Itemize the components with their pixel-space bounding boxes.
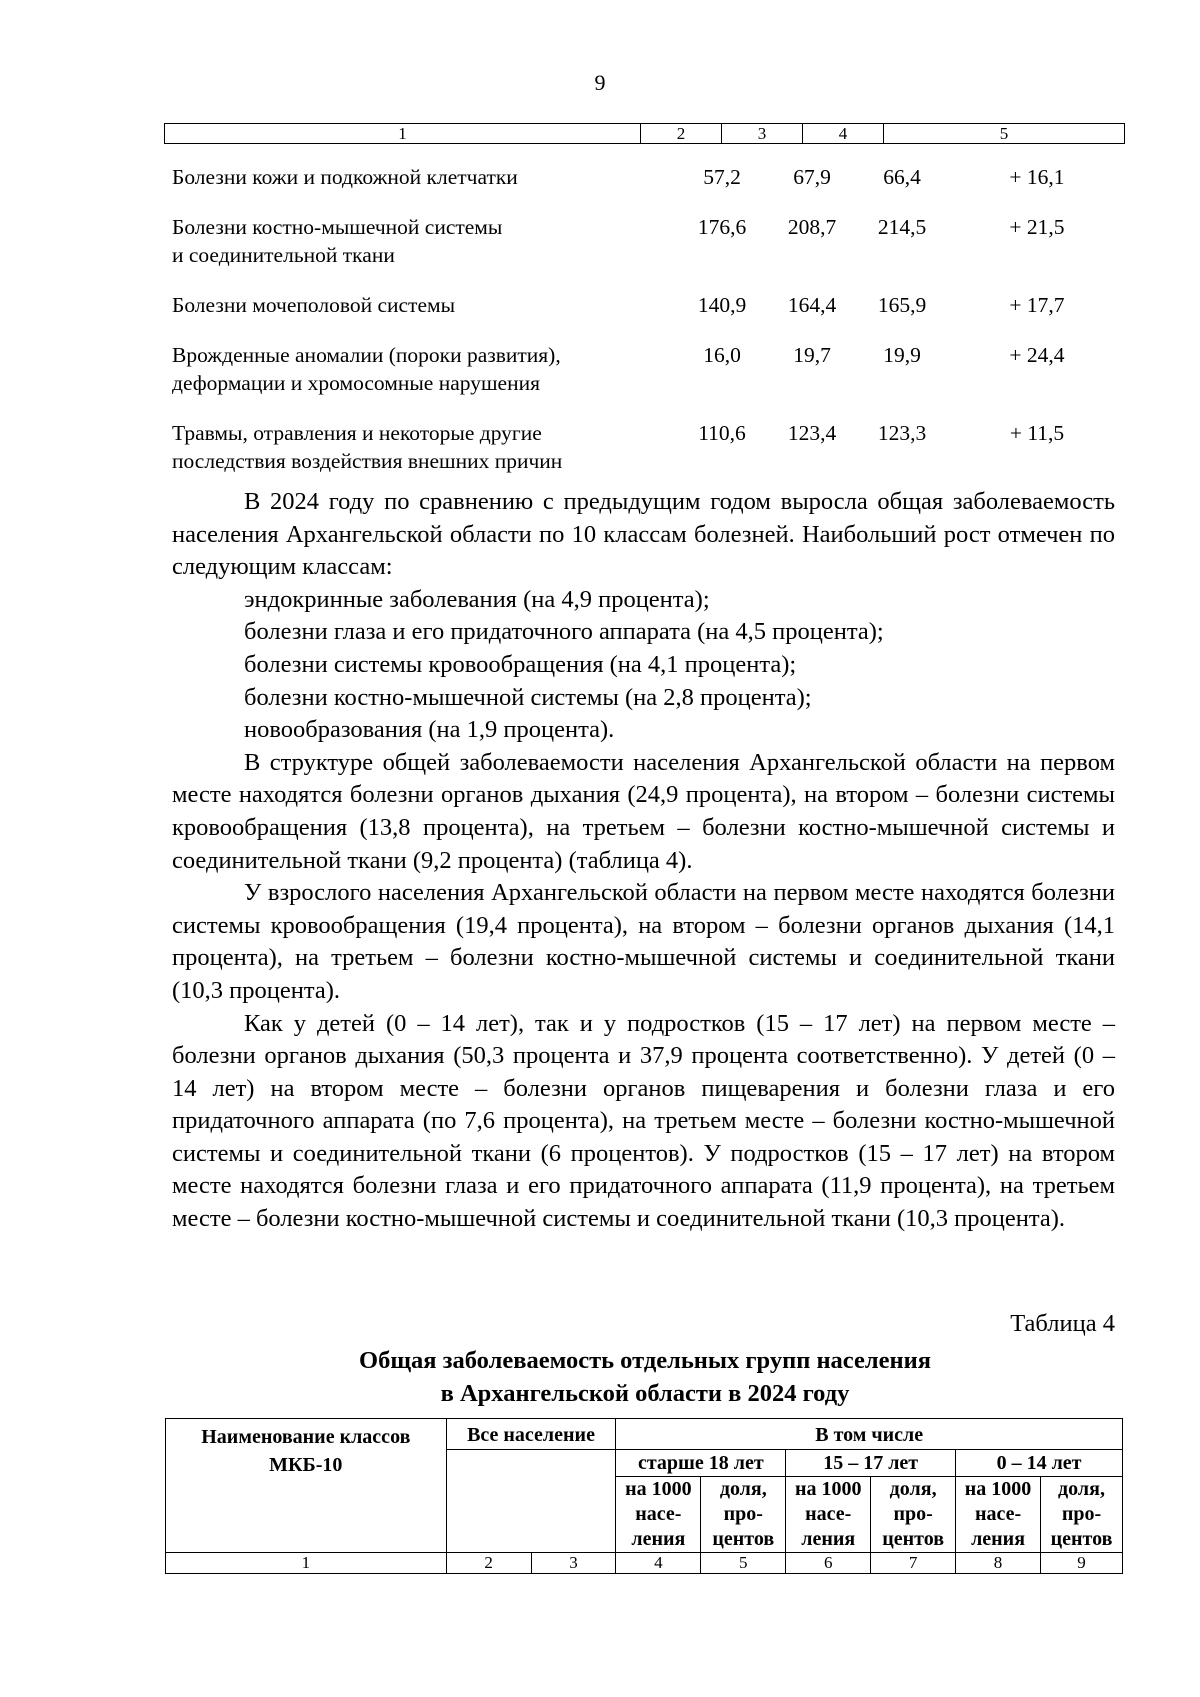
row-value-2: 176,6 [697, 215, 747, 239]
row-name: Болезни мочеполовой системы [172, 293, 456, 317]
table-row [172, 341, 1132, 397]
row-value-5: + 17,7 [1009, 293, 1065, 317]
row-value-5: + 11,5 [1009, 421, 1065, 445]
list-item: эндокринные заболевания (на 4,9 процента); [244, 585, 710, 613]
col-number: 3 [531, 1553, 616, 1574]
row-value-4: 214,5 [877, 215, 927, 239]
table-title [0, 1344, 1200, 1410]
row-value-5: + 21,5 [1009, 215, 1065, 239]
col-number-1: 1 [398, 124, 407, 143]
row-value-4: 66,4 [883, 165, 921, 189]
paragraph: В 2024 году по сравнению с предыдущим годом выросла общая заболеваемость населения Архангельской области по 10 классам болезней. Наибольший рост отмечен по следующим классам: [172, 488, 1115, 581]
list-item: новообразования (на 1,9 процента). [244, 716, 615, 744]
col-number: 1 [166, 1553, 447, 1574]
header-group-teen: 15 – 17 лет [786, 1450, 956, 1477]
table-row [172, 163, 1132, 191]
table-row [172, 291, 1132, 319]
col-number: 4 [616, 1553, 701, 1574]
row-name: Болезни костно-мышечной системы и соединительной ткани [172, 215, 503, 267]
list-item: болезни системы кровообращения (на 4,1 процента); [244, 650, 797, 678]
col-number-2: 2 [640, 124, 721, 143]
row-value-5: + 16,1 [1009, 165, 1065, 189]
paragraph: Как у детей (0 – 14 лет), так и у подростков (15 – 17 лет) на первом месте – болезни органов дыхания (50,3 процента и 37,9 процента соответственно). У детей (0 – 14 лет) на втором месте – болезни органов пищеварения и болезни глаза и его придаточного аппарата (по 7,6 процента), на третьем месте – болезни костно-мышечной системы и соединительной ткани (6 процентов). У подростков (15 – 17 лет) на втором месте находятся болезни глаза и его придаточного аппарата (11,9 процента), на третьем месте – болезни костно-мышечной системы и соединительной ткани (10,3 процента). [172, 1009, 1115, 1233]
row-value-2: 57,2 [703, 165, 741, 189]
header-all-population: Все население [446, 1419, 616, 1450]
col-number-3: 3 [721, 124, 802, 143]
row-value-2: 110,6 [698, 421, 746, 445]
col-number: 5 [701, 1553, 786, 1574]
sub-share: доля, про-центов [871, 1477, 956, 1553]
col-number: 8 [956, 1553, 1041, 1574]
sub-share: доля, про-центов [701, 1477, 786, 1553]
col-number-4: 4 [802, 124, 883, 143]
table-label: Таблица 4 [1010, 1310, 1115, 1337]
page-number: 9 [594, 70, 606, 95]
col-number: 7 [871, 1553, 956, 1574]
body-text [172, 486, 1115, 1236]
continuation-table-body [172, 163, 1132, 497]
row-value-3: 19,7 [793, 343, 831, 367]
continuation-table-header [164, 123, 1125, 144]
list-item: болезни глаза и его придаточного аппарата (на 4,5 процента); [244, 618, 884, 646]
table-4 [165, 1418, 1123, 1574]
table-title-line: Общая заболеваемость отдельных групп населения [359, 1347, 931, 1374]
row-name: Болезни кожи и подкожной клетчатки [172, 165, 518, 189]
row-value-2: 16,0 [703, 343, 741, 367]
sub-share: доля, про-центов [1041, 1477, 1123, 1553]
header-including: В том числе [616, 1419, 1123, 1450]
row-value-5: + 24,4 [1009, 343, 1065, 367]
header-group-child: 0 – 14 лет [956, 1450, 1123, 1477]
paragraph: В структуре общей заболеваемости населения Архангельской области на первом месте находятся болезни органов дыхания (24,9 процента), на втором – болезни системы кровообращения (13,8 процента), на третьем – болезни костно-мышечной системы и соединительной ткани (9,2 процента) (таблица 4). [172, 748, 1115, 874]
col-number: 2 [446, 1553, 531, 1574]
row-value-2: 140,9 [697, 293, 747, 317]
sub-rate: на 1000 насе-ления [616, 1477, 701, 1553]
row-name: Травмы, отравления и некоторые другие последствия воздействия внешних причин [172, 421, 563, 473]
col-number: 6 [786, 1553, 871, 1574]
header-group-adult: старше 18 лет [616, 1450, 786, 1477]
sub-rate: на 1000 насе-ления [956, 1477, 1041, 1553]
row-value-3: 123,4 [787, 421, 837, 445]
paragraph: У взрослого населения Архангельской области на первом месте находятся болезни системы кровообращения (19,4 процента), на втором – болезни органов дыхания (14,1 процента), на третьем – болезни костно-мышечной системы и соединительной ткани (10,3 процента). [172, 879, 1115, 1004]
row-value-3: 208,7 [787, 215, 837, 239]
header-all-population-span [446, 1450, 616, 1553]
row-value-4: 165,9 [877, 293, 927, 317]
row-name: Врожденные аномалии (пороки развития), деформации и хромосомные нарушения [172, 343, 561, 395]
list-item: болезни костно-мышечной системы (на 2,8 процента); [244, 683, 812, 711]
row-value-3: 164,4 [787, 293, 837, 317]
row-value-4: 123,3 [877, 421, 927, 445]
row-value-4: 19,9 [883, 343, 921, 367]
col-number-5: 5 [883, 124, 1124, 143]
col-number: 9 [1041, 1553, 1123, 1574]
sub-rate: на 1000 насе-ления [786, 1477, 871, 1553]
table-row [172, 213, 1132, 269]
row-value-3: 67,9 [793, 165, 831, 189]
table-row [172, 419, 1132, 475]
table-title-line: в Архангельской области в 2024 году [440, 1380, 850, 1407]
header-class-name: Наименование классов МКБ-10 [166, 1419, 447, 1553]
